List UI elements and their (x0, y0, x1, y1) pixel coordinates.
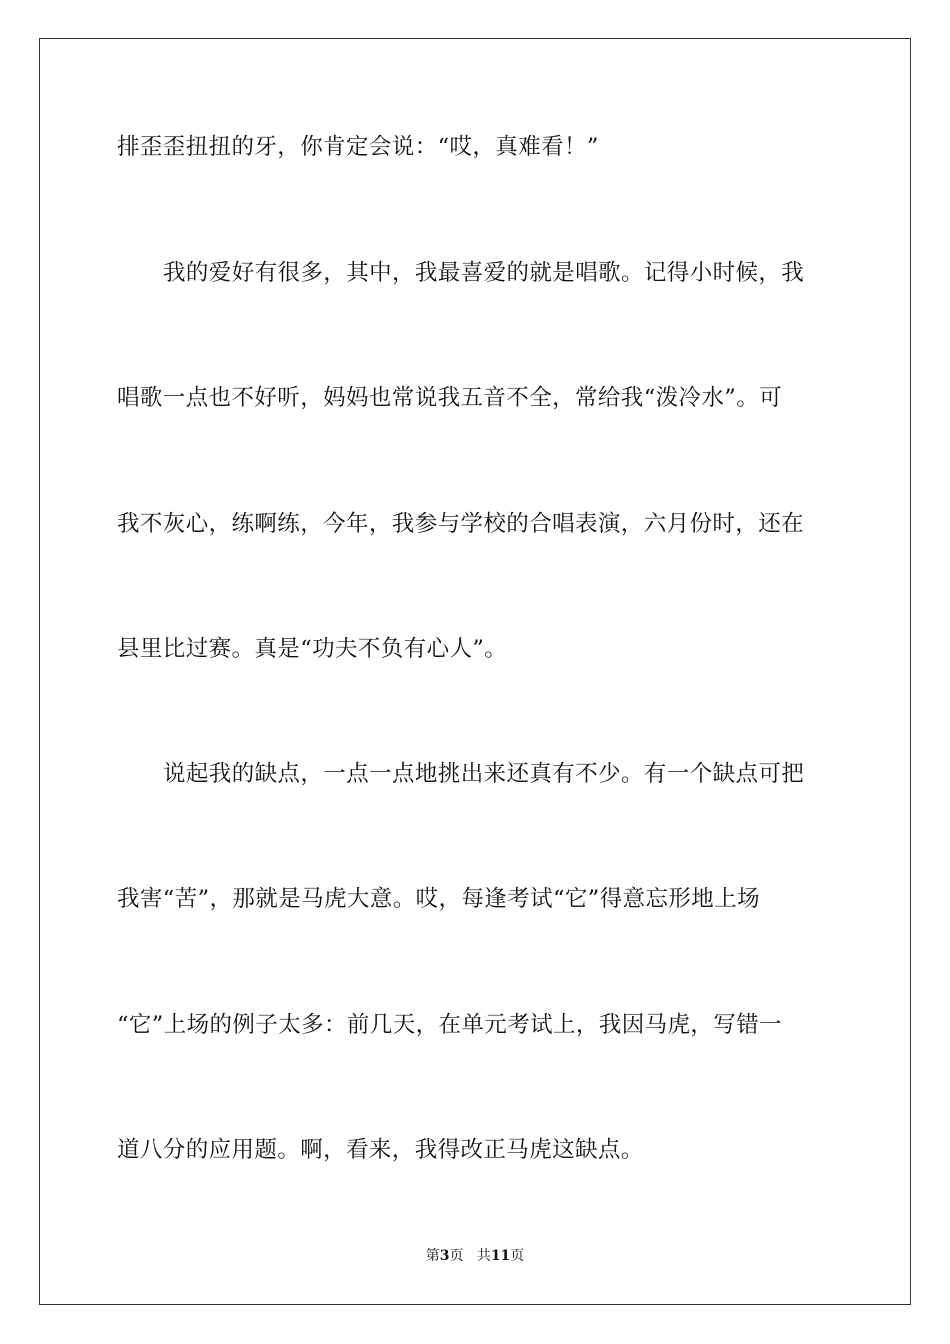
text-line-7: 我害“苦”，那就是马虎大意。哎，每逢考试“它”得意忘形地上场 (117, 886, 761, 912)
text-line-5: 县里比过赛。真是“功夫不负有心人”。 (117, 636, 508, 662)
page-footer (0, 1247, 950, 1265)
text-line-3: 唱歌一点也不好听，妈妈也常说我五音不全，常给我“泼冷水”。可 (117, 385, 783, 411)
text-line-9: 道八分的应用题。啊，看来，我得改正马虎这缺点。 (117, 1137, 644, 1163)
total-pages-number: 11 (490, 1248, 511, 1264)
text-line-2: 我的爱好有很多，其中，我最喜爱的就是唱歌。记得小时候，我 (163, 260, 805, 286)
text-line-6: 说起我的缺点，一点一点地挑出来还真有不少。有一个缺点可把 (163, 761, 805, 787)
page-prefix: 第 (425, 1248, 440, 1264)
page-border (39, 38, 911, 1305)
page-suffix: 页 (449, 1248, 464, 1264)
current-page-number: 3 (439, 1248, 450, 1264)
text-line-1: 排歪歪扭扭的牙，你肯定会说：“哎，真难看！” (117, 134, 599, 160)
text-line-4: 我不灰心，练啊练，今年，我参与学校的合唱表演，六月份时，还在 (117, 511, 805, 537)
text-line-8: “它”上场的例子太多：前几天，在单元考试上，我因马虎，写错一 (117, 1012, 783, 1038)
total-suffix: 页 (510, 1248, 525, 1264)
total-prefix: 共 (476, 1248, 491, 1264)
